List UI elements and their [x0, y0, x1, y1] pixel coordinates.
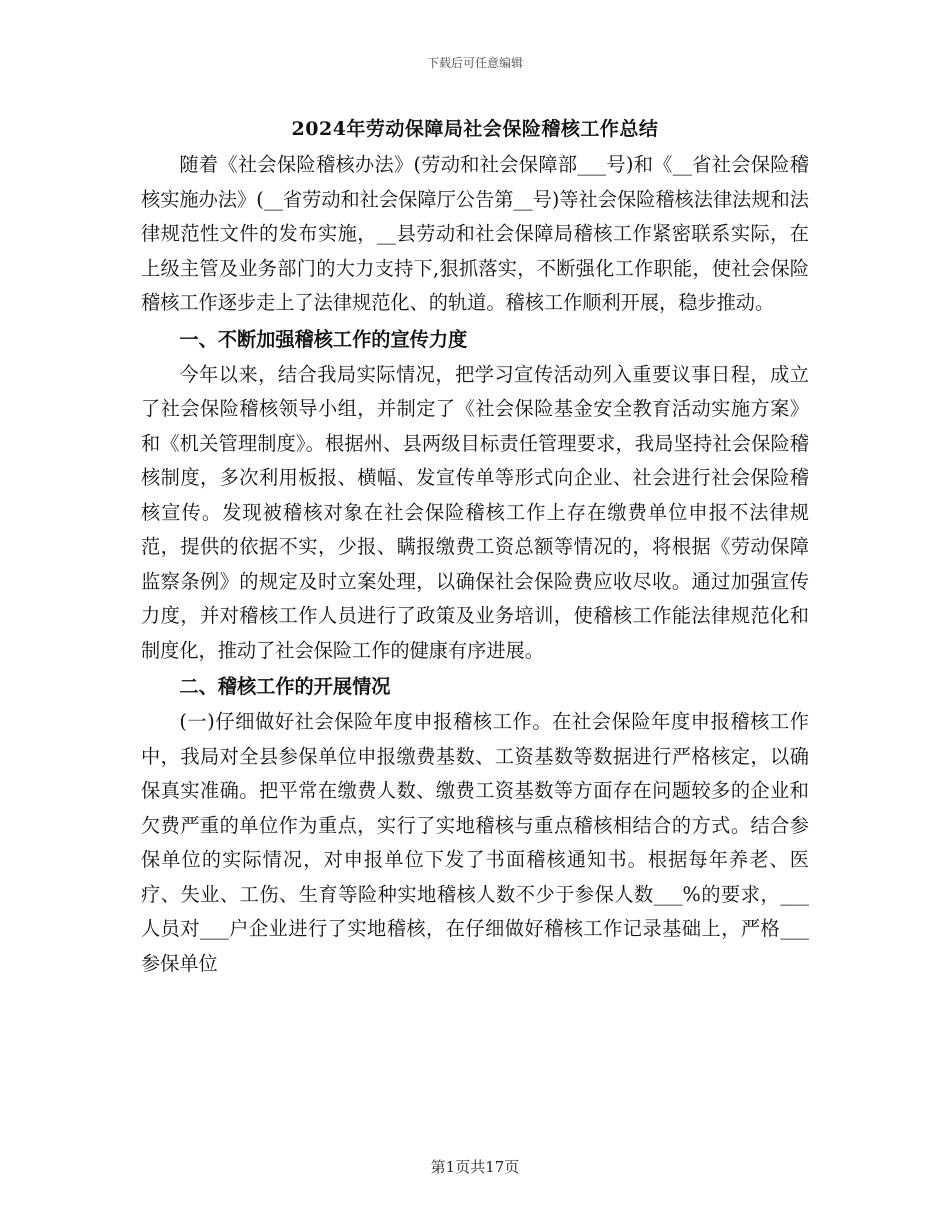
intro-paragraph: 随着《社会保险稽核办法》(劳动和社会保障部___号)和《__省社会保险稽核实施办法》(__省劳动和社会保障厅公告第__号)等社会保险稽核法律法规和法律规范性文件的发布实施，__县劳动和社会保障局稽核工作紧密联系实际，在上级主管及业务部门的大力支持下,狠抓落实，不断强化工作职能，使社会保险稽核工作逐步走上了法律规范化、的轨道。稽核工作顺利开展，稳步推动。: [141, 153, 809, 314]
section-2-heading: 二、稽核工作的开展情况: [179, 675, 391, 698]
document-body: [141, 148, 809, 981]
page-footer: 第1页共17页: [430, 1158, 520, 1176]
header-note: 下载后可任意编辑: [426, 56, 523, 70]
section-1-heading: 一、不断加强稽核工作的宣传力度: [179, 327, 468, 351]
section-1-paragraph: 今年以来，结合我局实际情况，把学习宣传活动列入重要议事日程，成立了社会保险稽核领导小组，并制定了《社会保险基金安全教育活动实施方案》和《机关管理制度》。根据州、县两级目标责任管理要求，我局坚持社会保险稽核制度，多次利用板报、横幅、发宣传单等形式向企业、社会进行社会保险稽核宣传。发现被稽核对象在社会保险稽核工作上存在缴费单位申报不法律规范，提供的依据不实，少报、瞒报缴费工资总额等情况的，将根据《劳动保障监察条例》的规定及时立案处理，以确保社会保险费应收尽收。通过加强宣传力度，并对稽核工作人员进行了政策及业务培训，使稽核工作能法律规范化和制度化，推动了社会保险工作的健康有序进展。: [141, 362, 809, 662]
document-title: 2024年劳动保障局社会保险稽核工作总结: [291, 118, 659, 140]
section-2-paragraph: (一)仔细做好社会保险年度申报稽核工作。在社会保险年度申报稽核工作中，我局对全县参保单位申报缴费基数、工资基数等数据进行严格核定，以确保真实准确。把平常在缴费人数、缴费工资基数等方面存在问题较多的企业和欠费严重的单位作为重点，实行了实地稽核与重点稽核相结合的方式。结合参保单位的实际情况，对申报单位下发了书面稽核通知书。根据每年养老、医疗、失业、工伤、生育等险种实地稽核人数不少于参保人数___%的要求，___人员对___户企业进行了实地稽核，在仔细做好稽核工作记录基础上，严格___参保单位: [141, 710, 809, 975]
